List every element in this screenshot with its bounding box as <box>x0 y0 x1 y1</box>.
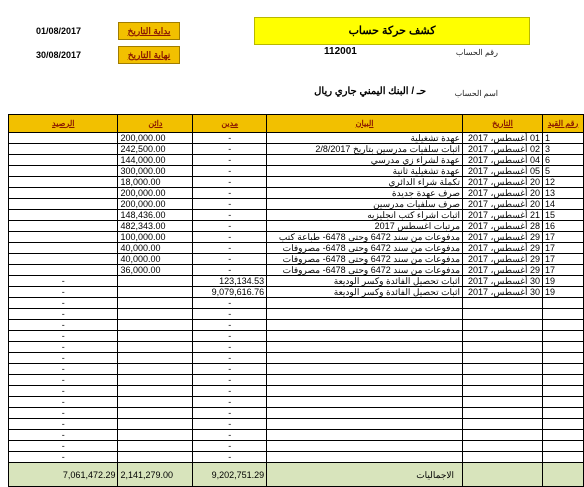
cell-debit: - <box>193 199 267 210</box>
cell-credit <box>118 375 193 386</box>
cell-debit: - <box>193 210 267 221</box>
cell-balance: - <box>9 408 118 419</box>
cell-statement: اثبات اشراء كتب انجليزيه <box>267 210 463 221</box>
cell-credit <box>118 386 193 397</box>
cell-credit <box>118 276 193 287</box>
cell-balance: - <box>9 287 118 298</box>
cell-debit: - <box>193 452 267 463</box>
cell-date: 30 أغسطس، 2017 <box>463 276 543 287</box>
cell-credit: 482,343.00 <box>118 221 193 232</box>
total-date-empty <box>463 463 543 487</box>
cell-entry-no <box>543 331 584 342</box>
cell-debit: - <box>193 232 267 243</box>
cell-statement: صرف عهدة جديدة <box>267 188 463 199</box>
cell-credit <box>118 298 193 309</box>
cell-balance: - <box>9 441 118 452</box>
cell-entry-no <box>543 364 584 375</box>
cell-credit <box>118 320 193 331</box>
cell-balance <box>9 166 118 177</box>
cell-statement: عهدة لشراء زي مدرسي <box>267 155 463 166</box>
cell-balance: - <box>9 298 118 309</box>
table-row <box>9 166 584 177</box>
cell-statement <box>267 430 463 441</box>
cell-date: 21 أغسطس، 2017 <box>463 210 543 221</box>
cell-entry-no <box>543 419 584 430</box>
cell-balance: - <box>9 430 118 441</box>
cell-statement: عهدة تشغيلية ثانية <box>267 166 463 177</box>
cell-entry-no <box>543 375 584 386</box>
cell-date <box>463 353 543 364</box>
cell-credit <box>118 397 193 408</box>
cell-statement: تكملة شراء الدائري <box>267 177 463 188</box>
cell-date <box>463 441 543 452</box>
cell-credit: 18,000.00 <box>118 177 193 188</box>
table-row <box>9 210 584 221</box>
cell-entry-no <box>543 386 584 397</box>
cell-balance <box>9 199 118 210</box>
cell-date <box>463 419 543 430</box>
cell-debit: - <box>193 155 267 166</box>
col-date-header: التاريخ <box>463 115 543 133</box>
cell-balance <box>9 221 118 232</box>
cell-debit: - <box>193 166 267 177</box>
cell-credit: 200,000.00 <box>118 133 193 144</box>
cell-statement <box>267 298 463 309</box>
cell-debit: 9,079,616.76 <box>193 287 267 298</box>
table-header-row <box>9 115 584 133</box>
col-statement-header: البيان <box>267 115 463 133</box>
table-row <box>9 320 584 331</box>
total-debit: 9,202,751.29 <box>193 463 267 487</box>
cell-statement: اثبات سلفيات مدرسين بتاريخ 2/8/2017 <box>267 144 463 155</box>
cell-debit: - <box>193 144 267 155</box>
cell-balance <box>9 133 118 144</box>
cell-credit: 300,000.00 <box>118 166 193 177</box>
cell-statement <box>267 375 463 386</box>
cell-balance <box>9 254 118 265</box>
cell-debit: - <box>193 309 267 320</box>
cell-balance <box>9 243 118 254</box>
totals-label: الاجماليات <box>267 463 463 487</box>
cell-entry-no: 5 <box>543 166 584 177</box>
cell-credit: 40,000.00 <box>118 243 193 254</box>
total-balance: 7,061,472.29 <box>9 463 118 487</box>
cell-credit <box>118 441 193 452</box>
table-row <box>9 397 584 408</box>
cell-entry-no <box>543 353 584 364</box>
cell-date: 29 أغسطس، 2017 <box>463 243 543 254</box>
cell-balance: - <box>9 364 118 375</box>
cell-credit <box>118 353 193 364</box>
cell-date: 29 أغسطس، 2017 <box>463 232 543 243</box>
cell-statement: عهدة تشغيلية <box>267 133 463 144</box>
table-row <box>9 221 584 232</box>
cell-balance <box>9 210 118 221</box>
cell-statement <box>267 419 463 430</box>
table-row <box>9 276 584 287</box>
cell-credit <box>118 331 193 342</box>
cell-entry-no <box>543 298 584 309</box>
table-row <box>9 452 584 463</box>
cell-credit: 200,000.00 <box>118 188 193 199</box>
cell-balance <box>9 232 118 243</box>
cell-credit <box>118 309 193 320</box>
account-number-value: 112001 <box>324 46 357 57</box>
cell-entry-no: 12 <box>543 177 584 188</box>
cell-date: 04 أغسطس، 2017 <box>463 155 543 166</box>
cell-balance: - <box>9 397 118 408</box>
cell-debit: - <box>193 408 267 419</box>
cell-debit: - <box>193 243 267 254</box>
table-row <box>9 254 584 265</box>
table-row <box>9 177 584 188</box>
cell-date <box>463 320 543 331</box>
cell-statement: اثبات تحصيل الفائدة وكسر الوديعة <box>267 287 463 298</box>
cell-date <box>463 364 543 375</box>
cell-balance: - <box>9 452 118 463</box>
cell-statement <box>267 342 463 353</box>
cell-date: 20 أغسطس، 2017 <box>463 177 543 188</box>
cell-statement <box>267 331 463 342</box>
cell-debit: - <box>193 441 267 452</box>
cell-statement <box>267 452 463 463</box>
cell-credit: 144,000.00 <box>118 155 193 166</box>
cell-credit: 200,000.00 <box>118 199 193 210</box>
cell-statement <box>267 353 463 364</box>
cell-debit: - <box>193 133 267 144</box>
cell-date <box>463 397 543 408</box>
table-row <box>9 243 584 254</box>
cell-credit <box>118 452 193 463</box>
cell-date <box>463 309 543 320</box>
cell-statement <box>267 386 463 397</box>
cell-date: 28 أغسطس، 2017 <box>463 221 543 232</box>
table-row <box>9 155 584 166</box>
table-row <box>9 419 584 430</box>
table-row <box>9 144 584 155</box>
cell-entry-no: 19 <box>543 287 584 298</box>
col-balance-header: الرصيد <box>9 115 118 133</box>
cell-date <box>463 298 543 309</box>
table-row <box>9 364 584 375</box>
cell-entry-no: 14 <box>543 199 584 210</box>
table-row <box>9 331 584 342</box>
cell-date: 29 أغسطس، 2017 <box>463 254 543 265</box>
cell-date <box>463 342 543 353</box>
cell-credit <box>118 430 193 441</box>
total-entry-empty <box>543 463 584 487</box>
cell-debit: - <box>193 331 267 342</box>
cell-statement <box>267 320 463 331</box>
cell-entry-no <box>543 441 584 452</box>
cell-entry-no <box>543 452 584 463</box>
table-row <box>9 353 584 364</box>
cell-statement: مرتبات اغسطس 2017 <box>267 221 463 232</box>
totals-row <box>9 463 584 487</box>
cell-balance <box>9 265 118 276</box>
cell-entry-no: 19 <box>543 276 584 287</box>
cell-debit: - <box>193 298 267 309</box>
cell-statement: مدفوعات من سند 6472 وحتى 6478- مصروفات <box>267 265 463 276</box>
cell-statement: صرف سلفيات مدرسين <box>267 199 463 210</box>
cell-debit: - <box>193 364 267 375</box>
cell-entry-no: 1 <box>543 133 584 144</box>
cell-balance <box>9 188 118 199</box>
cell-balance: - <box>9 375 118 386</box>
start-date-value: 01/08/2017 <box>36 26 82 36</box>
cell-debit: - <box>193 254 267 265</box>
cell-debit: - <box>193 177 267 188</box>
cell-statement <box>267 397 463 408</box>
table-row <box>9 232 584 243</box>
cell-statement: مدفوعات من سند 6472 وحتى 6478- مصروفات <box>267 254 463 265</box>
table-row <box>9 188 584 199</box>
table-row <box>9 430 584 441</box>
cell-date <box>463 331 543 342</box>
cell-balance: - <box>9 353 118 364</box>
cell-entry-no: 17 <box>543 265 584 276</box>
cell-credit <box>118 342 193 353</box>
cell-credit <box>118 408 193 419</box>
cell-entry-no: 17 <box>543 254 584 265</box>
cell-statement: اثبات تحصيل الفائدة وكسر الوديعة <box>267 276 463 287</box>
cell-statement <box>267 364 463 375</box>
cell-entry-no <box>543 342 584 353</box>
cell-credit <box>118 287 193 298</box>
cell-entry-no: 6 <box>543 155 584 166</box>
cell-debit: - <box>193 221 267 232</box>
cell-credit <box>118 419 193 430</box>
end-date-value: 30/08/2017 <box>36 50 82 60</box>
col-credit-header: دائن <box>118 115 193 133</box>
cell-entry-no: 15 <box>543 210 584 221</box>
cell-balance: - <box>9 320 118 331</box>
table-row <box>9 298 584 309</box>
cell-date: 29 أغسطس، 2017 <box>463 265 543 276</box>
table-row <box>9 199 584 210</box>
account-name-label: اسم الحساب <box>454 89 498 98</box>
page-title: كشف حركة حساب <box>254 17 530 45</box>
cell-date: 20 أغسطس، 2017 <box>463 188 543 199</box>
cell-date <box>463 408 543 419</box>
cell-balance: - <box>9 276 118 287</box>
table-row <box>9 408 584 419</box>
ledger-table <box>8 114 584 487</box>
cell-entry-no <box>543 397 584 408</box>
cell-date: 02 أغسطس، 2017 <box>463 144 543 155</box>
cell-date <box>463 452 543 463</box>
cell-balance: - <box>9 342 118 353</box>
cell-balance <box>9 144 118 155</box>
cell-statement: مدفوعات من سند 6472 وحتى 6478- مصروفات <box>267 243 463 254</box>
cell-entry-no <box>543 408 584 419</box>
cell-credit: 242,500.00 <box>118 144 193 155</box>
cell-balance: - <box>9 309 118 320</box>
cell-entry-no <box>543 320 584 331</box>
cell-date: 30 أغسطس، 2017 <box>463 287 543 298</box>
cell-entry-no: 13 <box>543 188 584 199</box>
cell-debit: - <box>193 265 267 276</box>
cell-entry-no <box>543 430 584 441</box>
cell-entry-no: 17 <box>543 243 584 254</box>
cell-debit: - <box>193 342 267 353</box>
cell-date: 20 أغسطس، 2017 <box>463 199 543 210</box>
cell-statement <box>267 408 463 419</box>
cell-balance: - <box>9 419 118 430</box>
cell-credit: 148,436.00 <box>118 210 193 221</box>
table-row <box>9 375 584 386</box>
cell-statement: مدفوعات من سند 6472 وحتى 6478- طباعة كتب <box>267 232 463 243</box>
cell-debit: - <box>193 386 267 397</box>
cell-debit: - <box>193 419 267 430</box>
account-number-label: رقم الحساب <box>455 48 498 57</box>
cell-balance <box>9 155 118 166</box>
cell-debit: - <box>193 397 267 408</box>
cell-credit <box>118 364 193 375</box>
table-row <box>9 287 584 298</box>
col-entry-header: رقم القيد <box>543 115 584 133</box>
cell-date <box>463 386 543 397</box>
cell-date <box>463 375 543 386</box>
account-name-value: حـ / البنك اليمني جاري ريال <box>314 86 426 97</box>
cell-entry-no: 16 <box>543 221 584 232</box>
total-credit: 2,141,279.00 <box>118 463 193 487</box>
cell-debit: - <box>193 375 267 386</box>
cell-credit: 40,000.00 <box>118 254 193 265</box>
cell-credit: 100,000.00 <box>118 232 193 243</box>
table-row <box>9 386 584 397</box>
cell-statement <box>267 441 463 452</box>
cell-debit: - <box>193 353 267 364</box>
cell-entry-no: 3 <box>543 144 584 155</box>
cell-date: 05 أغسطس، 2017 <box>463 166 543 177</box>
cell-entry-no <box>543 309 584 320</box>
cell-entry-no: 17 <box>543 232 584 243</box>
table-row <box>9 133 584 144</box>
start-date-label: بداية التاريخ <box>118 22 180 40</box>
end-date-label: نهاية التاريخ <box>118 46 180 64</box>
cell-date: 01 أغسطس، 2017 <box>463 133 543 144</box>
cell-date <box>463 430 543 441</box>
table-row <box>9 309 584 320</box>
cell-debit: 123,134.53 <box>193 276 267 287</box>
cell-statement <box>267 309 463 320</box>
cell-balance: - <box>9 386 118 397</box>
col-debit-header: مدين <box>193 115 267 133</box>
cell-credit: 36,000.00 <box>118 265 193 276</box>
table-row <box>9 342 584 353</box>
table-row <box>9 265 584 276</box>
table-row <box>9 441 584 452</box>
cell-debit: - <box>193 188 267 199</box>
cell-debit: - <box>193 430 267 441</box>
cell-balance: - <box>9 331 118 342</box>
cell-debit: - <box>193 320 267 331</box>
cell-balance <box>9 177 118 188</box>
